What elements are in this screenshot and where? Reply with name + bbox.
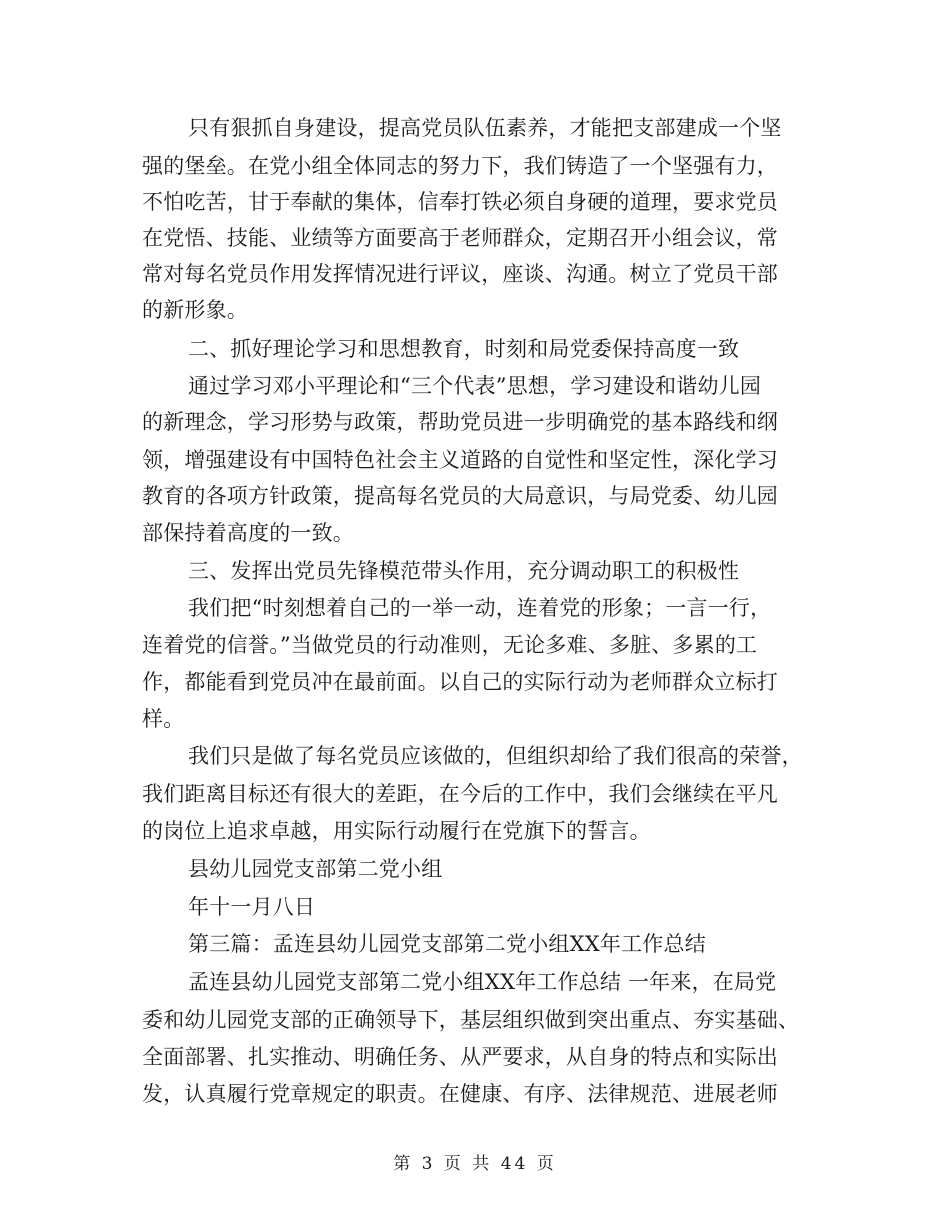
- text-line: 我们只是做了每名党员应该做的，但组织却给了我们很高的荣誉，: [188, 744, 803, 768]
- section-heading: 三、发挥出党员先锋模范带头作用，充分调动职工的积极性: [188, 559, 740, 583]
- text-line: 我们把“时刻想着自己的一举一动，连着党的形象；一言一行，: [188, 596, 772, 620]
- text-line: 的新理念，学习形势与政策，帮助党员进一步明确党的基本路线和纲: [142, 410, 778, 434]
- text-line: 强的堡垒。在党小组全体同志的努力下，我们铸造了一个坚强有力，: [142, 154, 778, 178]
- text-line: 教育的各项方针政策，提高每名党员的大局意识，与局党委、幼儿园: [142, 484, 778, 508]
- chapter-title: 第三篇：孟连县幼儿园党支部第二党小组XX年工作总结: [188, 932, 706, 956]
- text-line: 领，增强建设有中国特色社会主义道路的自觉性和坚定性，深化学习: [142, 448, 778, 472]
- text-line: 我们距离目标还有很大的差距，在今后的工作中，我们会继续在平凡: [142, 782, 778, 806]
- text-line: 发，认真履行党章规定的职责。在健康、有序、法律规范、进展老师: [142, 1082, 778, 1106]
- section-heading: 二、抓好理论学习和思想教育，时刻和局党委保持高度一致: [188, 337, 740, 361]
- text-line: 常对每名党员作用发挥情况进行评议，座谈、沟通。树立了党员干部: [142, 262, 778, 286]
- text-line: 样。: [142, 707, 185, 731]
- text-line: 不怕吃苦，甘于奉献的集体，信奉打铁必须自身硬的道理，要求党员: [142, 190, 778, 214]
- text-line: 在党悟、技能、业绩等方面要高于老师群众，定期召开小组会议，常: [142, 226, 778, 250]
- text-line: 部保持着高度的一致。: [142, 521, 354, 545]
- text-line: 作，都能看到党员冲在最前面。以自己的实际行动为老师群众立标打: [142, 670, 778, 694]
- text-line: 的岗位上追求卓越，用实际行动履行在党旗下的誓言。: [142, 819, 651, 843]
- text-line: 的新形象。: [142, 298, 248, 322]
- text-line: 连着党的信誉。”当做党员的行动准则，无论多难、多脏、多累的工: [142, 633, 758, 657]
- text-line: 只有狠抓自身建设，提高党员队伍素养，才能把支部建成一个坚: [188, 116, 782, 140]
- text-line: 委和幼儿园党支部的正确领导下，基层组织做到突出重点、夯实基础、: [142, 1008, 800, 1032]
- text-line: 通过学习邓小平理论和“三个代表”思想，学习建设和谐幼儿园: [188, 374, 762, 398]
- signature-org: 县幼儿园党支部第二党小组: [188, 857, 443, 881]
- page-number: 第 3 页 共 44 页: [393, 1154, 557, 1174]
- text-line: 孟连县幼儿园党支部第二党小组XX年工作总结 一年来，在局党: [188, 970, 777, 994]
- signature-date: 年十一月八日: [188, 895, 316, 919]
- text-line: 全面部署、扎实推动、明确任务、从严要求，从自身的特点和实际出: [142, 1045, 778, 1069]
